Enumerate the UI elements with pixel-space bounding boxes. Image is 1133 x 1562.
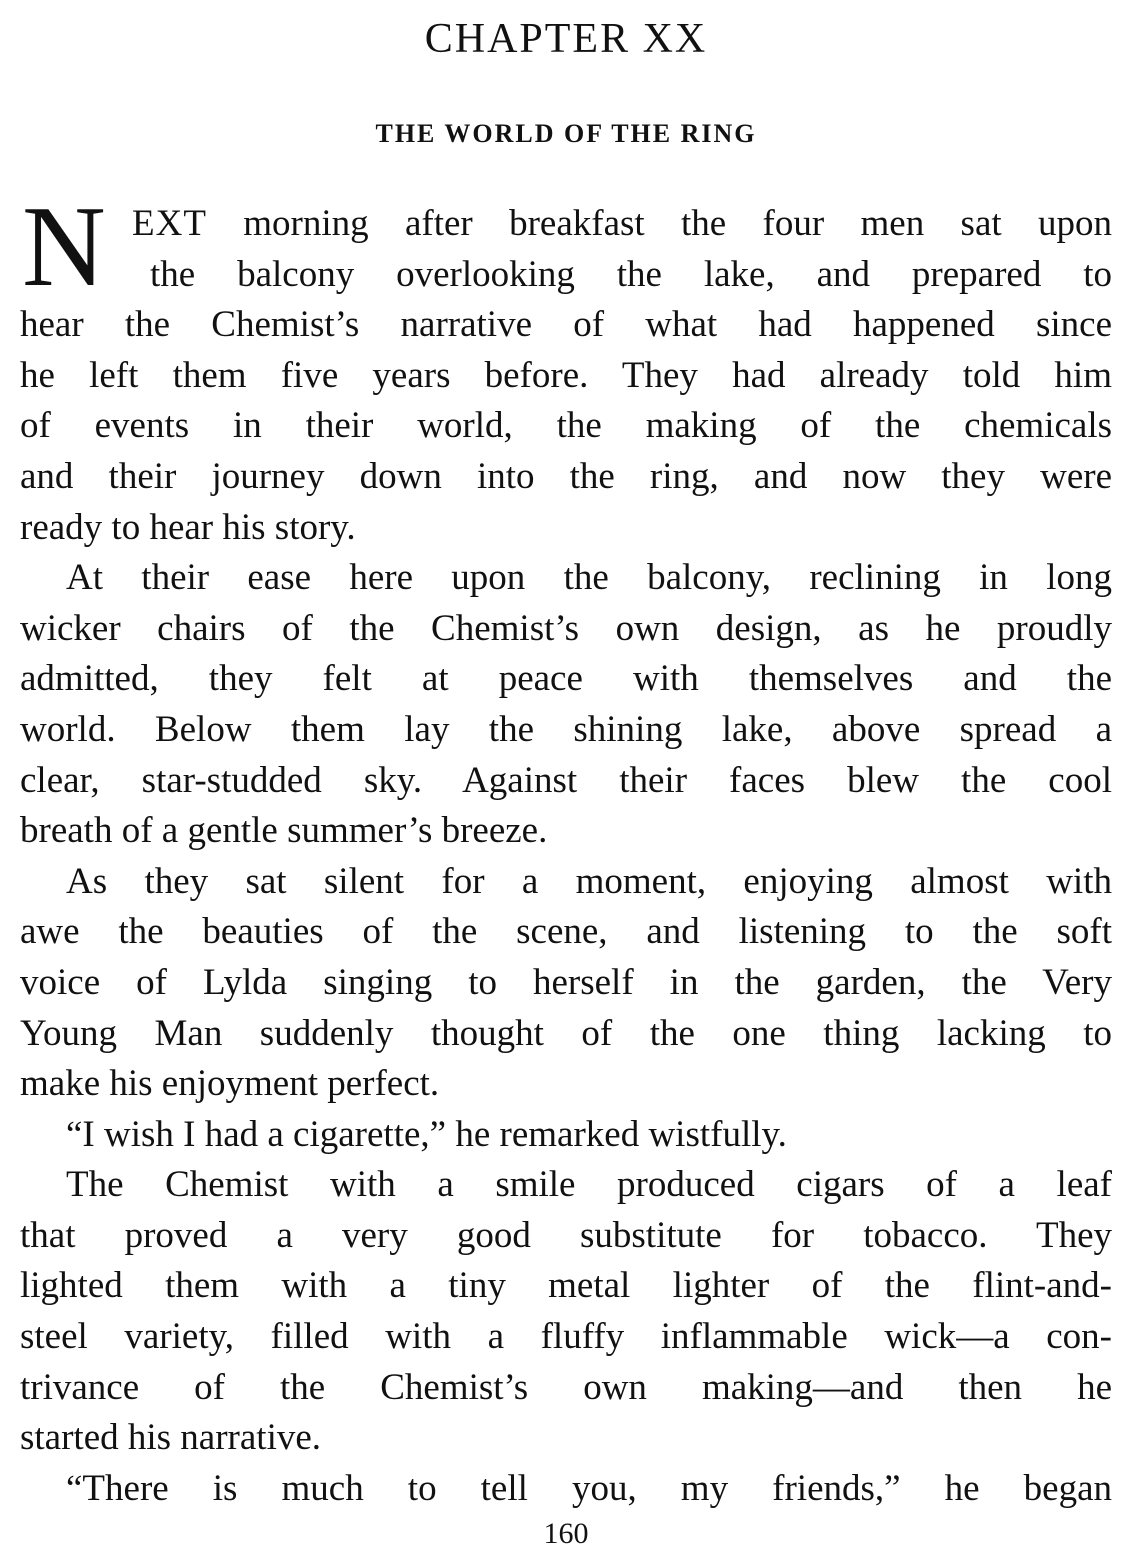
paragraph-2: [20, 553, 1112, 857]
paragraph-5: [20, 1160, 1112, 1464]
paragraph-1: [20, 199, 1112, 553]
page-number: 160: [543, 1517, 589, 1550]
text-line: steel variety, filled with a fluffy inflammable wick—a con-: [20, 1316, 1112, 1358]
text-line: he left them five years before. They had already told him: [20, 354, 1112, 396]
text-line: the balcony overlooking the lake, and prepared to: [150, 253, 1112, 295]
text-line: make his enjoyment perfect.: [20, 1063, 440, 1105]
text-line: hear the Chemist’s narrative of what had happened since: [20, 304, 1112, 346]
text-line: of events in their world, the making of the chemicals: [20, 405, 1112, 447]
text-line: The Chemist with a smile produced cigars of a leaf: [66, 1164, 1112, 1206]
first-word-small-caps: EXT: [132, 203, 207, 244]
paragraph-6: [20, 1464, 1112, 1515]
paragraph-3: [20, 857, 1112, 1110]
chapter-title: THE WORLD OF THE RING: [375, 119, 757, 148]
text-line: “I wish I had a cigarette,” he remarked wistfully.: [66, 1113, 787, 1155]
text-line: breath of a gentle summer’s breeze.: [20, 810, 548, 852]
text-line: wicker chairs of the Chemist’s own design, as he proudly: [20, 607, 1112, 649]
drop-cap: N: [22, 183, 106, 311]
body-text: [20, 183, 1112, 1514]
text-line: [20, 199, 1112, 250]
text-line-rest: morning after breakfast the four men sat upon: [206, 203, 1112, 244]
text-line: world. Below them lay the shining lake, above spread a: [20, 708, 1112, 750]
text-line: trivance of the Chemist’s own making—and then he: [20, 1366, 1112, 1408]
text-line: clear, star-studded sky. Against their faces blew the cool: [20, 759, 1112, 801]
text-line: voice of Lylda singing to herself in the garden, the Very: [20, 961, 1112, 1003]
text-line: that proved a very good substitute for tobacco. They: [20, 1214, 1112, 1256]
text-line: and their journey down into the ring, and now they were: [20, 455, 1112, 497]
chapter-heading: CHAPTER XX: [424, 16, 708, 62]
text-line: lighted them with a tiny metal lighter of the flint-and-: [20, 1265, 1112, 1307]
text-line: started his narrative.: [20, 1417, 322, 1459]
text-line: admitted, they felt at peace with themselves and the: [20, 658, 1112, 700]
text-line: ready to hear his story.: [20, 506, 356, 548]
text-line: Young Man suddenly thought of the one thing lacking to: [20, 1012, 1112, 1054]
text-line: “There is much to tell you, my friends,” he began: [66, 1467, 1112, 1509]
paragraph-4: [20, 1110, 1112, 1161]
book-page: [20, 0, 1112, 1562]
text-line: At their ease here upon the balcony, reclining in long: [66, 557, 1112, 599]
text-line: awe the beauties of the scene, and listening to the soft: [20, 911, 1112, 953]
text-line: As they sat silent for a moment, enjoying almost with: [66, 860, 1112, 902]
